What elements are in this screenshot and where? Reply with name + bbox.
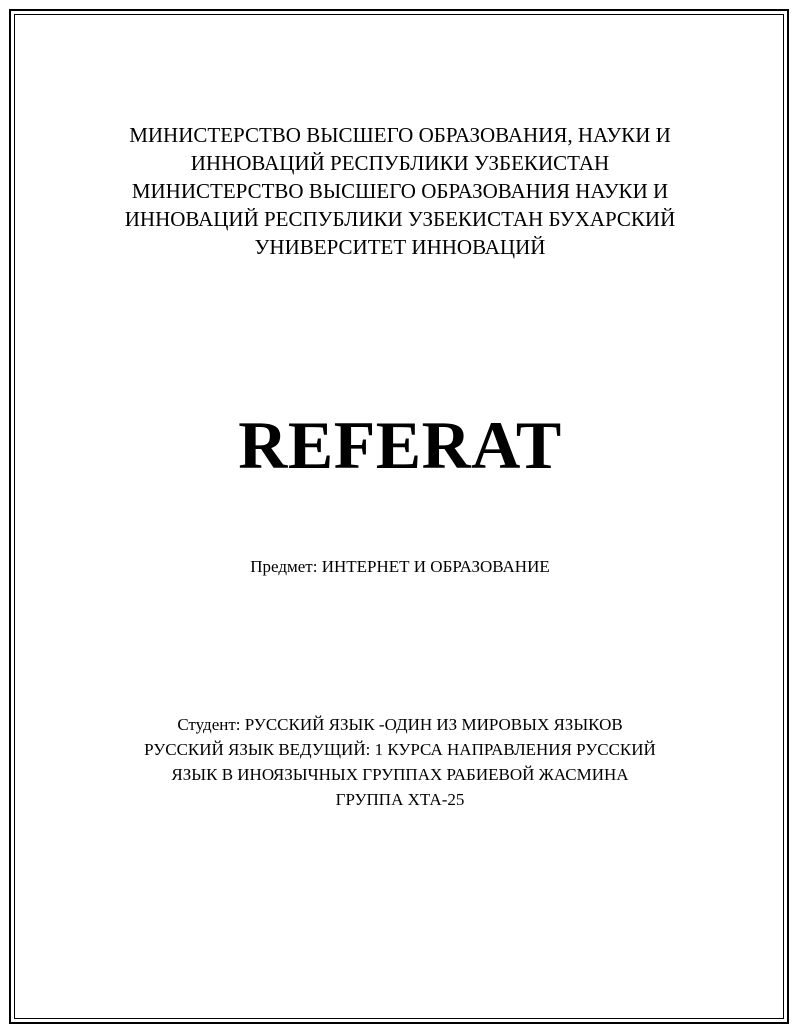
student-line: ЯЗЫК В ИНОЯЗЫЧНЫХ ГРУППАХ РАБИЕВОЙ ЖАСМИНА [171,765,629,784]
student-line: РУССКИЙ ЯЗЫК ВЕДУЩИЙ: 1 КУРСА НАПРАВЛЕНИЯ РУССКИЙ [144,740,656,759]
header-line: УНИВЕРСИТЕТ ИННОВАЦИЙ [254,235,546,259]
header-line: МИНИСТЕРСТВО ВЫСШЕГО ОБРАЗОВАНИЯ НАУКИ И [131,179,669,203]
header-line: ИННОВАЦИЙ РЕСПУБЛИКИ УЗБЕКИСТАН БУХАРСКИЙ [124,207,676,231]
header-line: ИННОВАЦИЙ РЕСПУБЛИКИ УЗБЕКИСТАН [190,151,610,175]
subject-line: Предмет: ИНТЕРНЕТ И ОБРАЗОВАНИЕ [250,557,550,576]
ministry-header [60,121,740,261]
header-line: МИНИСТЕРСТВО ВЫСШЕГО ОБРАЗОВАНИЯ, НАУКИ И [129,123,671,147]
document-title: REFERAT [238,407,562,483]
student-info [60,712,740,812]
student-line: ГРУППА ХТА-25 [335,790,465,809]
student-line: Студент: РУССКИЙ ЯЗЫК -ОДИН ИЗ МИРОВЫХ ЯЗЫКОВ [177,715,623,734]
